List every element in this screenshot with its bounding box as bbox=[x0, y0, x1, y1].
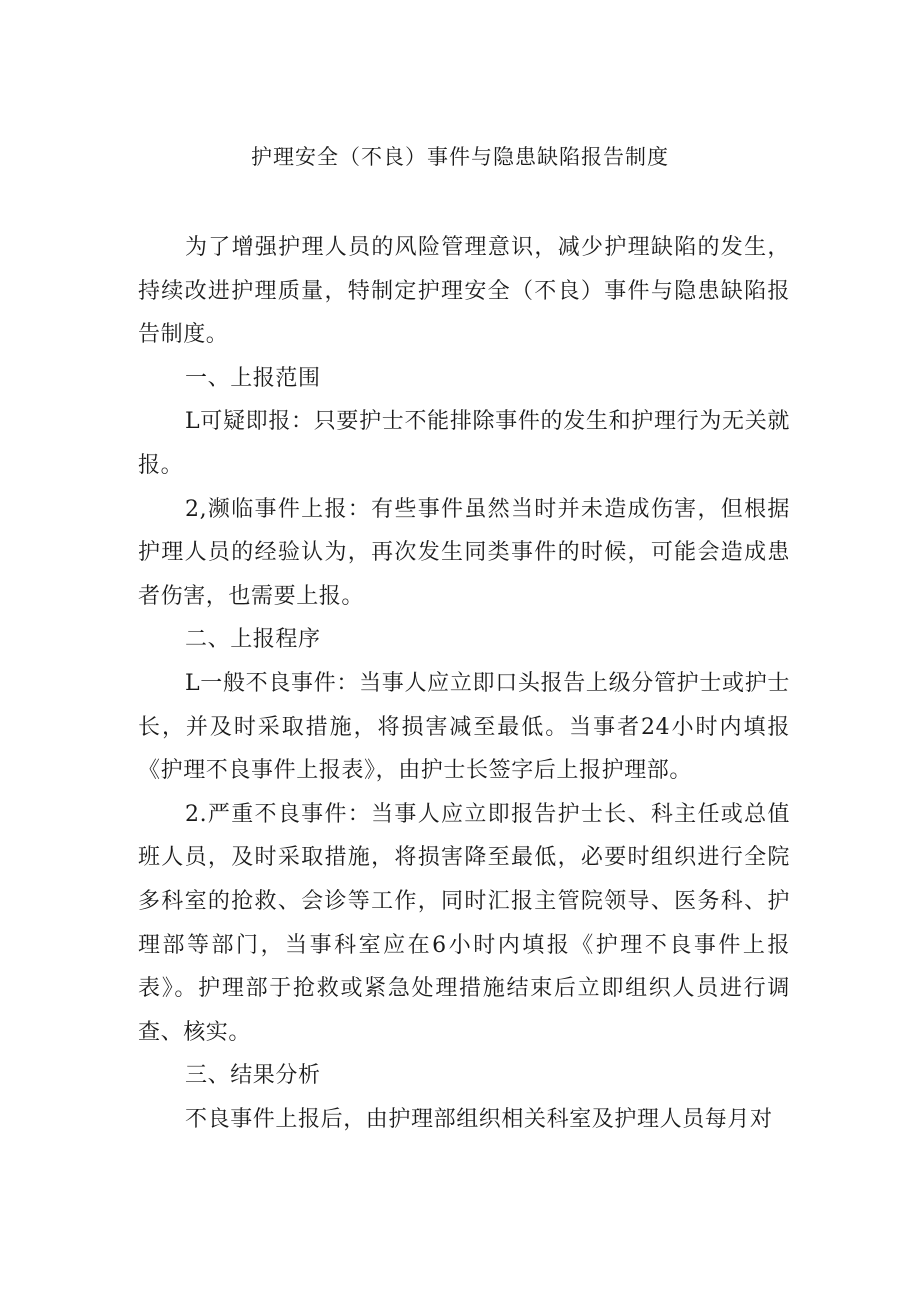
section-heading-reporting-procedure: 二、上报程序 bbox=[185, 627, 321, 653]
analysis-item-1: 不良事件上报后，由护理部组织相关科室及护理人员每月对 bbox=[185, 1106, 773, 1132]
section-heading-reporting-scope: 一、上报范围 bbox=[185, 365, 321, 391]
scope-item-2: 2,濒临事件上报：有些事件虽然当时并未造成伤害，但根据护理人员的经验认为，再次发生同类事件的时候，可能会造成患者伤害，也需要上报。 bbox=[138, 496, 790, 609]
scope-item-1: L可疑即报：只要护士不能排除事件的发生和护理行为无关就报。 bbox=[138, 409, 790, 478]
document-title: 护理安全（不良）事件与隐患缺陷报告制度 bbox=[251, 145, 669, 169]
section-heading-result-analysis: 三、结果分析 bbox=[185, 1063, 321, 1089]
procedure-item-1: L一般不良事件：当事人应立即口头报告上级分管护士或护士长，并及时采取措施，将损害减至最低。当事者24小时内填报《护理不良事件上报表》，由护士长签字后上报护理部。 bbox=[138, 670, 790, 784]
document-body bbox=[138, 226, 790, 1141]
intro-paragraph: 为了增强护理人员的风险管理意识，减少护理缺陷的发生，持续改进护理质量，特制定护理安全（不良）事件与隐患缺陷报告制度。 bbox=[138, 235, 790, 348]
procedure-item-2: 2.严重不良事件：当事人应立即报告护士长、科主任或总值班人员，及时采取措施，将损害降至最低，必要时组织进行全院多科室的抢救、会诊等工作，同时汇报主管院领导、医务科、护理部等部门，当事科室应在6小时内填报《护理不良事件上报表》。护理部于抢救或紧急处理措施结束后立即组织人员进行调查、核实。 bbox=[138, 801, 790, 1045]
